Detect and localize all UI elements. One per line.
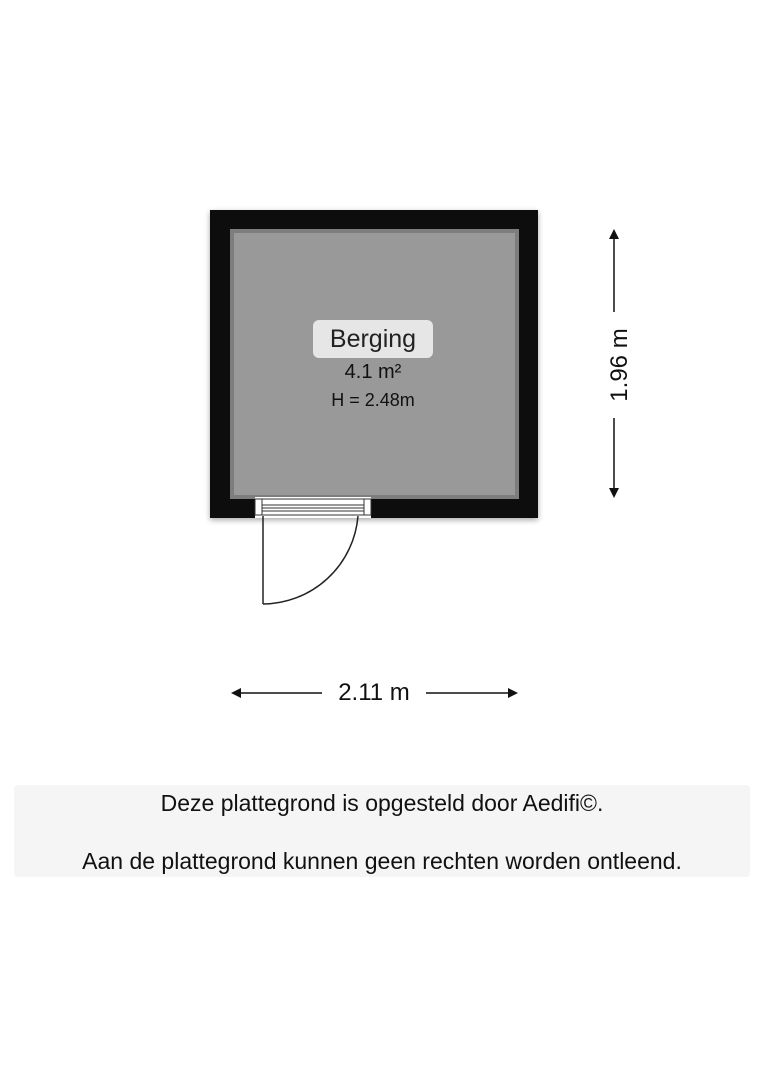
disclaimer-author: Deze plattegrond is opgesteld door Aedifi©. xyxy=(160,790,604,816)
room-name-label: Berging xyxy=(313,320,433,358)
room-area: 4.1 m² xyxy=(344,361,402,383)
door-swing-arc xyxy=(263,516,358,604)
room-height: H = 2.48m xyxy=(331,390,415,410)
depth-dimension-label: 1.96 m xyxy=(605,315,635,415)
width-dimension-label: 2.11 m xyxy=(324,679,424,707)
disclaimer-rights: Aan de plattegrond kunnen geen rechten worden ontleend. xyxy=(82,848,682,874)
disclaimer-box xyxy=(14,785,750,877)
